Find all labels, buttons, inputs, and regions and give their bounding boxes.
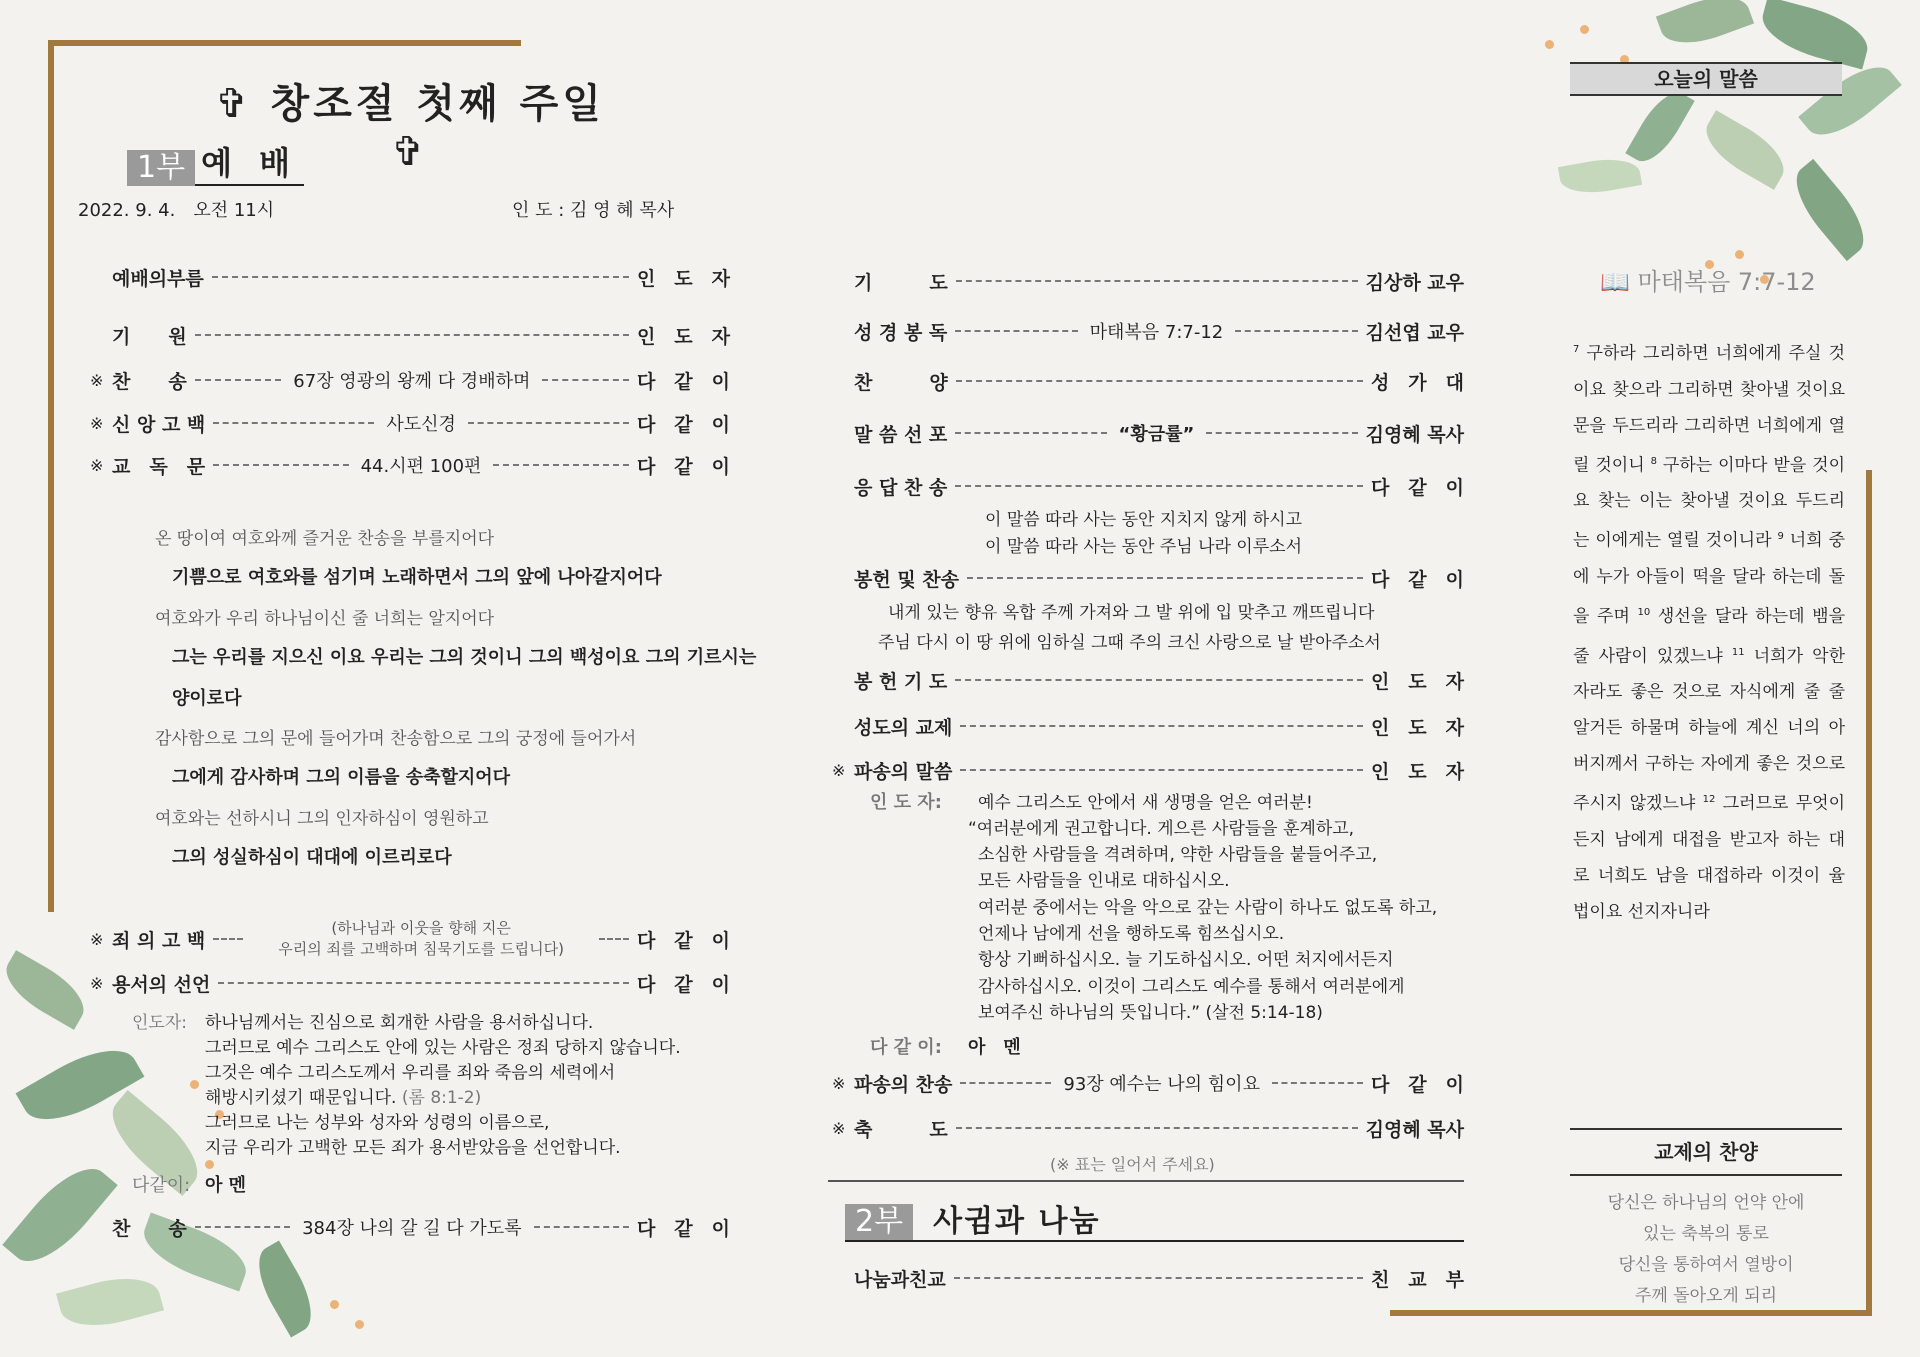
order-label: 죄 의 고 백	[112, 929, 206, 952]
order-detail: 사도신경	[386, 414, 456, 435]
leader-dots	[195, 379, 282, 381]
leader-dots	[955, 330, 1077, 332]
order-label: 축 도	[854, 1118, 948, 1141]
leader-dots	[195, 334, 629, 336]
order-label: 용서의 선언	[112, 973, 211, 996]
order-role: 김영혜 목사	[1365, 423, 1465, 446]
order-item	[832, 366, 1464, 396]
service-leader: 인 도 : 김 영 혜 목사	[512, 200, 675, 221]
order-item	[832, 1263, 1464, 1293]
order-detail: 마태복음 7:7-12	[1089, 322, 1224, 343]
order-item: ※ 파송의 찬송 93장 예수는 나의 힘이요 다 같 이	[832, 1068, 1464, 1098]
praise-heading: 교제의 찬양	[1570, 1128, 1842, 1176]
order-role: 인 도 자	[1370, 716, 1464, 739]
pardon-line: 지금 우리가 고백한 모든 죄가 용서받았음을 선언합니다.	[205, 1138, 621, 1158]
order-item	[832, 316, 1464, 346]
order-item: ※ 파송의 말씀 인 도 자	[832, 755, 1464, 785]
sending-line: 소심한 사람들을 격려하며, 약한 사람들을 붙들어주고,	[978, 845, 1378, 865]
order-label: 기 도	[854, 271, 948, 294]
order-item	[832, 711, 1464, 741]
response-line: 이 말씀 따라 사는 동안 주님 나라 이루소서	[985, 537, 1303, 557]
order-item	[832, 563, 1464, 593]
leader-dots	[213, 422, 374, 424]
reading-line: 양이로다	[172, 688, 242, 709]
order-role: 김상하 교우	[1365, 271, 1464, 294]
order-item: ※ 축 도 김영혜 목사	[832, 1113, 1464, 1143]
amen-reply: 아 멘	[205, 1175, 247, 1196]
part2-title: 사귐과 나눔	[933, 1204, 1101, 1239]
order-item: ※ 찬 송 67장 영광의 왕께 다 경배하며 다 같 이	[90, 365, 730, 395]
part1-title: 예 배	[195, 138, 304, 186]
leader-dots	[1272, 1082, 1363, 1084]
part2-heading	[845, 1196, 1464, 1242]
order-item: ※ 교 독 문 44.시편 100편 다 같 이	[90, 450, 730, 480]
order-role: 다 같 이	[636, 1217, 730, 1240]
part1-heading	[127, 138, 304, 186]
order-role: 친 교 부	[1370, 1268, 1464, 1291]
leader-dots	[468, 422, 629, 424]
leader-dots	[534, 1226, 629, 1228]
reading-line: 온 땅이여 여호와께 즐거운 찬송을 부를지어다	[155, 529, 495, 549]
leader-dots	[955, 432, 1106, 434]
leader-dots	[967, 577, 1363, 579]
standing-note: (※ 표는 일어서 주세요)	[1050, 1155, 1215, 1174]
order-label: 기 원	[112, 325, 187, 348]
leader-dots	[956, 280, 1358, 282]
order-label: 나눔과친교	[854, 1268, 946, 1291]
sending-line: 감사하십시오. 이것이 그리스도 예수를 통해서 여러분에게	[978, 977, 1405, 997]
reading-line: 그는 우리를 지으신 이요 우리는 그의 것이니 그의 백성이요 그의 기르시는	[172, 647, 757, 668]
order-role: 다 같 이	[636, 413, 731, 436]
reading-line: 기쁨으로 여호와를 섬기며 노래하면서 그의 앞에 나아갈지어다	[172, 567, 662, 588]
leader-dots	[955, 485, 1363, 487]
order-detail: 44.시편 100편	[360, 456, 482, 477]
leader-dots	[213, 938, 243, 940]
service-date: 2022. 9. 4. 오전 11시	[78, 200, 275, 221]
order-role: 다 같 이	[636, 455, 730, 478]
order-label: 파송의 찬송	[854, 1073, 953, 1096]
order-label: 봉헌 및 찬송	[854, 568, 959, 591]
pardon-speaker: 인도자:	[132, 1013, 187, 1033]
reading-line: 여호와가 우리 하나님이신 줄 너희는 알지어다	[155, 609, 495, 629]
sending-line: 모든 사람들을 인내로 대하십시오.	[978, 871, 1230, 891]
pardon-line: 그것은 예수 그리스도께서 우리를 죄와 죽음의 세력에서	[205, 1063, 616, 1083]
amen-speaker: 다같이:	[132, 1175, 191, 1196]
leader-dots	[493, 464, 629, 466]
order-item	[832, 418, 1464, 448]
leader-dots	[1206, 432, 1357, 434]
order-label: 예배의부름	[112, 267, 204, 290]
order-label: 응 답 찬 송	[854, 476, 948, 499]
order-label: 찬 송	[112, 370, 187, 393]
order-label: 찬 송	[112, 1217, 187, 1240]
order-item	[832, 665, 1464, 695]
leader-dots	[212, 276, 629, 278]
leader-dots	[956, 380, 1363, 382]
sending-line: “여러분에게 권고합니다. 게으른 사람들을 훈계하고,	[968, 819, 1355, 839]
pardon-line: 해방시키셨기 때문입니다. (롬 8:1-2)	[205, 1088, 482, 1108]
praise-lyrics: 당신은 하나님의 언약 안에 있는 축복의 통로 당신을 통하여서 열방이 주께 돌아오게 되리	[1607, 1193, 1805, 1306]
sending-line: 보여주신 하나님의 뜻입니다.” (살전 5:14-18)	[978, 1003, 1323, 1023]
divider	[828, 1180, 1464, 1182]
order-role: 다 같 이	[1370, 476, 1464, 499]
order-item	[832, 471, 1464, 501]
order-item	[90, 320, 730, 350]
order-role: 인 도 자	[636, 325, 730, 348]
leader-dots	[599, 938, 629, 940]
part1-badge: 1부	[127, 150, 195, 186]
order-role: 다 같 이	[636, 973, 730, 996]
offering-line: 내게 있는 향유 옥합 주께 가져와 그 발 위에 입 맞추고 깨뜨립니다	[888, 603, 1375, 623]
order-role: 인 도 자	[636, 267, 730, 290]
order-label: 신 앙 고 백	[112, 413, 206, 436]
sending-line: 언제나 남에게 선을 행하도록 힘쓰십시오.	[978, 924, 1285, 944]
confession-note: (하나님과 이웃을 향해 지은 우리의 죄를 고백하며 침묵기도를 드립니다)	[278, 919, 564, 958]
response-line: 이 말씀 따라 사는 동안 지치지 않게 하시고	[985, 510, 1303, 530]
todays-word-heading: 오늘의 말씀	[1570, 62, 1842, 96]
frame-top-left	[48, 40, 521, 46]
leader-dots	[955, 679, 1363, 681]
order-role: 성 가 대	[1370, 371, 1464, 394]
leader-dots	[960, 769, 1363, 771]
order-item	[832, 266, 1464, 296]
order-detail: 93장 예수는 나의 힘이요	[1063, 1074, 1260, 1095]
order-item: ※ 신 앙 고 백 사도신경 다 같 이	[90, 408, 730, 438]
reading-line: 감사함으로 그의 문에 들어가며 찬송함으로 그의 궁정에 들어가서	[155, 729, 637, 749]
amen-speaker: 다 같 이:	[870, 1037, 942, 1058]
leader-dots	[213, 464, 349, 466]
sermon-title: “황금률”	[1118, 424, 1195, 445]
sending-speaker: 인 도 자:	[870, 792, 942, 813]
pardon-line: 그러므로 나는 성부와 성자와 성령의 이름으로,	[205, 1113, 550, 1133]
pardon-line: 하나님께서는 진심으로 회개한 사람을 용서하십니다.	[205, 1013, 594, 1033]
leader-dots	[956, 1127, 1358, 1129]
scripture-text: $^7$ 구하라 그리하면 너희에게 주실 것이요 찾으라 그리하면 찾아낼 것이요 문을 두드리라 그리하면 너희에게 열릴 것이니 $^8$ 구하는 이마다 받을 것이요 찾는 이는 찾아낼 것이요 두드리는 이에게는 열릴 것이니라 $^9$ 너희 중에 누가 아들이 떡을 달라 하는데 돌을 주며 $^{10}$ 생선을 달라 하는데 뱀을 줄 사람이 있겠느냐 $^{11}$ 너희가 악한 자라도 좋은 것으로 자식에게 줄 줄 알거든 하물며 하늘에 계신 너의 아버지께서 구하는 자에게 좋은 것으로 주시지 않겠느냐 $^{12}$ 그러므로 무엇이든지 남에게 대접을 받고자 하는 대로 너희도 남을 대접하라 이것이 율법이요 선지자니라	[1573, 343, 1846, 922]
order-item	[90, 1212, 730, 1242]
part2-badge: 2부	[845, 1204, 913, 1240]
frame-left	[48, 40, 54, 912]
reading-line: 그에게 감사하며 그의 이름을 송축할지어다	[172, 767, 511, 788]
order-item-confession: ※ 죄 의 고 백 (하나님과 이웃을 향해 지은 우리의 죄를 고백하며 침묵기도를 드립니다) 다 같 이	[90, 919, 730, 958]
order-detail: 384장 나의 갈 길 다 가도록	[302, 1218, 522, 1239]
pardon-ref: (롬 8:1-2)	[401, 1088, 482, 1108]
order-role: 다 같 이	[636, 929, 730, 952]
order-detail: 67장 영광의 왕께 다 경배하며	[293, 371, 531, 392]
amen-reply: 아 멘	[968, 1037, 1021, 1058]
sending-line: 항상 기뻐하십시오. 늘 기도하십시오. 어떤 처지에서든지	[978, 950, 1394, 970]
order-label: 봉 헌 기 도	[854, 670, 948, 693]
order-label: 성 경 봉 독	[854, 321, 948, 344]
leader-dots	[542, 379, 629, 381]
leader-dots	[960, 725, 1363, 727]
frame-right	[1866, 470, 1872, 1316]
leader-dots	[218, 982, 629, 984]
order-role: 김선엽 교우	[1365, 321, 1464, 344]
order-role: 다 같 이	[636, 370, 730, 393]
sending-line: 예수 그리스도 안에서 새 생명을 얻은 여러분!	[978, 793, 1313, 813]
sending-line: 여러분 중에서는 악을 악으로 갚는 사람이 하나도 없도록 하고,	[978, 898, 1438, 918]
reading-line: 그의 성실하심이 대대에 이르리로다	[172, 847, 452, 868]
order-label: 말 씀 선 포	[854, 423, 948, 446]
order-role: 다 같 이	[1370, 1073, 1465, 1096]
scripture-title: 📖 마태복음 7:7-12	[1600, 268, 1816, 296]
order-role: 인 도 자	[1370, 760, 1464, 783]
reading-line: 여호와는 선하시니 그의 인자하심이 영원하고	[155, 809, 489, 829]
order-item	[90, 262, 730, 292]
order-label: 파송의 말씀	[854, 760, 953, 783]
order-label: 교 독 문	[112, 455, 206, 478]
leader-dots	[195, 1226, 290, 1228]
order-item: ※ 용서의 선언 다 같 이	[90, 968, 730, 998]
order-label: 찬 양	[854, 371, 948, 394]
leader-dots	[1235, 330, 1357, 332]
order-role: 인 도 자	[1370, 670, 1464, 693]
order-label: 성도의 교제	[854, 716, 953, 739]
pardon-line: 그러므로 예수 그리스도 안에 있는 사람은 정죄 당하지 않습니다.	[205, 1038, 681, 1058]
leader-dots	[960, 1082, 1051, 1084]
offering-line: 주님 다시 이 땅 위에 임하실 그때 주의 크신 사랑으로 날 받아주소서	[878, 633, 1381, 653]
page-title: ✞ 창조절 첫째 주일 ✞	[215, 81, 605, 175]
order-role: 다 같 이	[1370, 568, 1464, 591]
order-role: 김영혜 목사	[1365, 1118, 1464, 1141]
leader-dots	[954, 1277, 1363, 1279]
